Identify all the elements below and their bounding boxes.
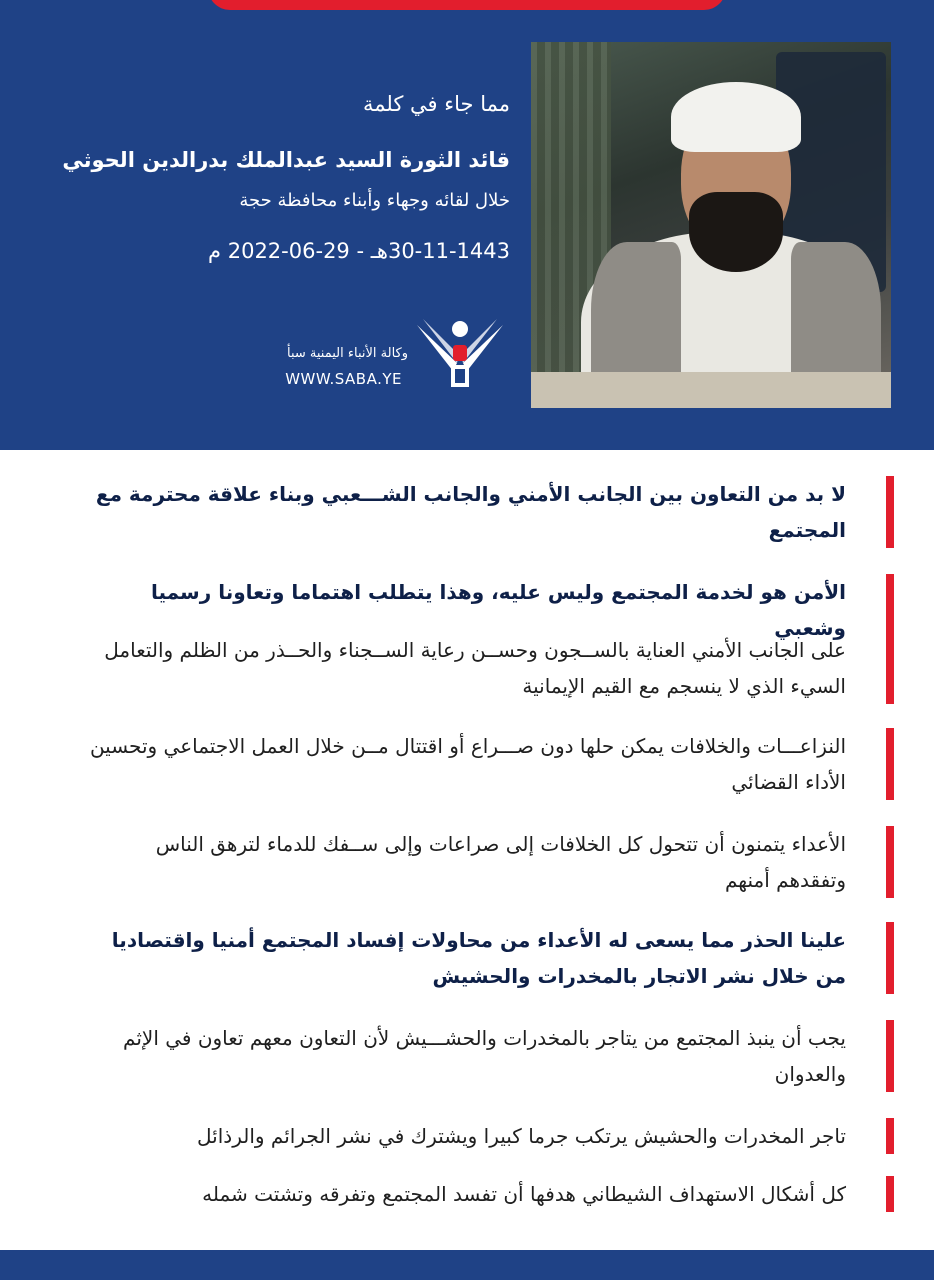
quote-item-2: الأمن هو لخدمة المجتمع وليس عليه، وهذا يتطلب اهتماما وتعاونا رسميا وشعبي [82,574,894,646]
quote-item-6: علينا الحذر مما يسعى له الأعداء من محاولات إفساد المجتمع أمنيا واقتصاديا من خلال نشر الاتجار بالمخدرات والحشيش [82,922,894,994]
speaker-photo [531,42,891,408]
header-intro: مما جاء في كلمة [363,92,510,116]
header-date: 30-11-1443هـ - 29-06-2022 م [208,239,510,263]
agency-name: وكالة الأنباء اليمنية سبأ [287,346,408,361]
photo-desk [531,372,891,408]
quote-item-9: كل أشكال الاستهداف الشيطاني هدفها أن تفسد المجتمع وتفرقه وتشتت شمله [82,1176,894,1212]
agency-url: WWW.SABA.YE [285,370,402,388]
header-occasion: خلال لقائه وجهاء وأبناء محافظة حجة [239,190,510,211]
photo-beard [689,192,783,272]
header-speaker: قائد الثورة السيد عبدالملك بدرالدين الحوثي [62,148,510,172]
quote-item-1: لا بد من التعاون بين الجانب الأمني والجانب الشـــعبي وبناء علاقة محترمة مع المجتمع [82,476,894,548]
quote-item-4: النزاعـــات والخلافات يمكن حلها دون صـــراع أو اقتتال مــن خلال العمل الاجتماعي وتحسين الأداء القضائي [82,728,894,800]
footer-bar [0,1250,934,1280]
quote-item-3: على الجانب الأمني العناية بالســجون وحســن رعاية الســجناء والحــذر من الظلم والتعامل السيء الذي لا ينسجم مع القيم الإيمانية [82,632,894,704]
saba-eagle-logo-icon [413,315,507,391]
photo-turban [671,82,801,152]
quote-item-8: تاجر المخدرات والحشيش يرتكب جرما كبيرا ويشترك في نشر الجرائم والرذائل [82,1118,894,1154]
quote-item-5: الأعداء يتمنون أن تتحول كل الخلافات إلى صراعات وإلى ســفك للدماء لترهق الناس وتفقدهم أمنهم [82,826,894,898]
quote-item-7: يجب أن ينبذ المجتمع من يتاجر بالمخدرات والحشـــيش لأن التعاون معهم تعاون في الإثم والعدوان [82,1020,894,1092]
top-accent-bar [208,0,726,10]
header-banner [0,0,934,450]
